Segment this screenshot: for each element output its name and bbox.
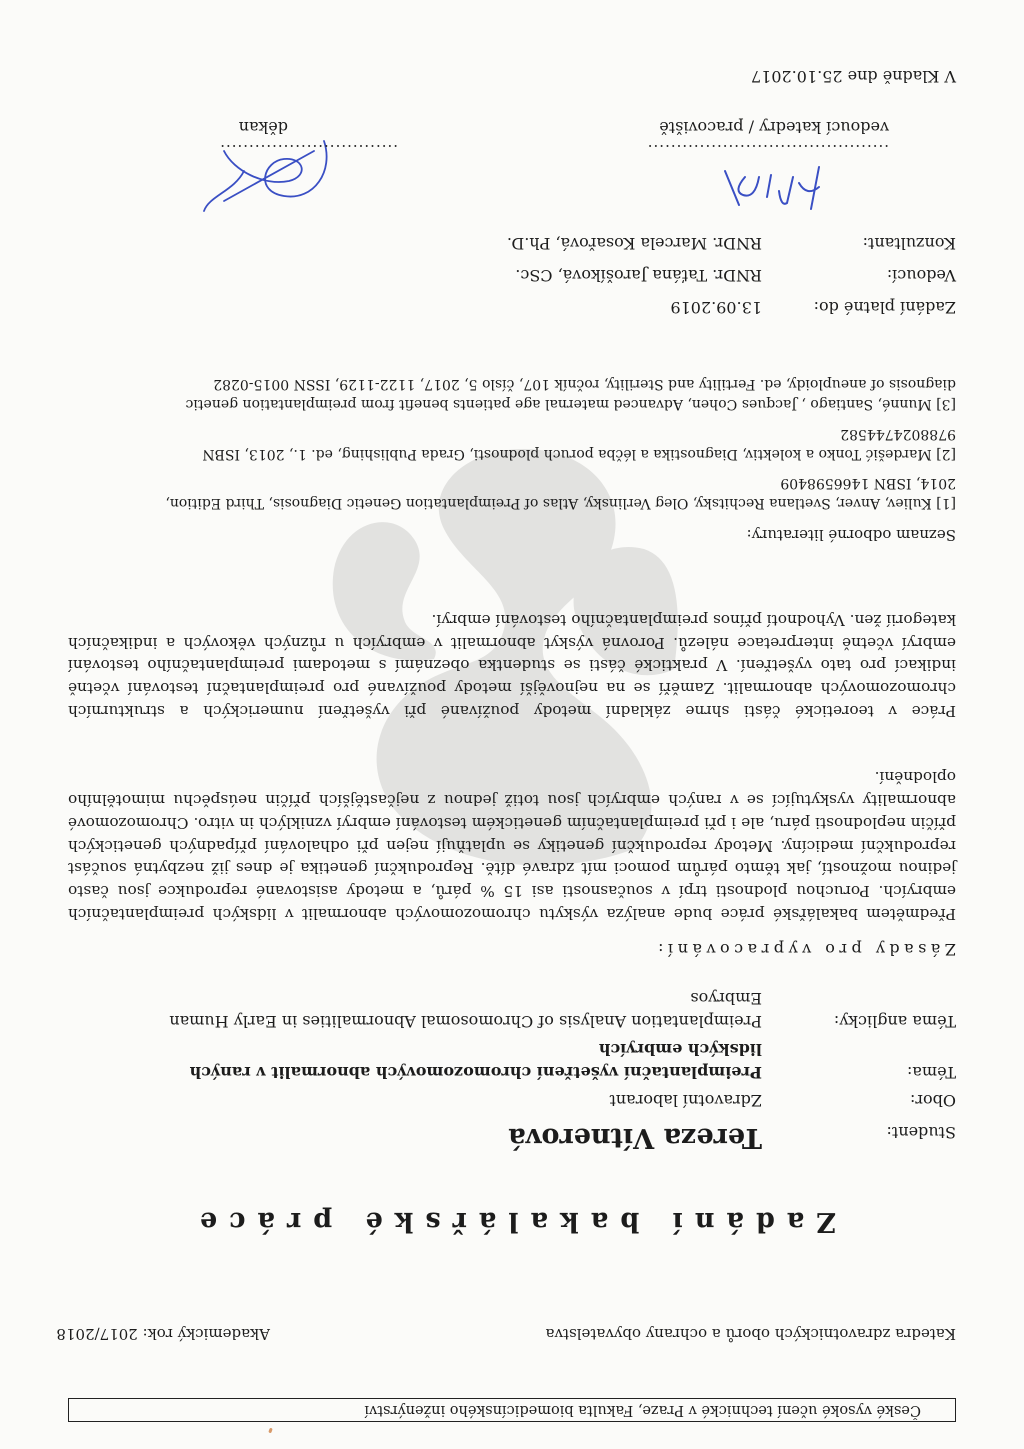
academic-year: Akademický rok: 2017/2018 [56, 1325, 270, 1343]
right-signature-line: ............................... [219, 141, 398, 159]
head-of-department-signature [709, 157, 829, 217]
vedouci-label: Vedoucí: [886, 266, 956, 285]
tema-en-label: Téma anglicky: [833, 1012, 956, 1031]
student-name: Tereza Vítnerová [508, 1122, 762, 1153]
konzultant-label: Konzultant: [862, 234, 956, 253]
document-title: Zadání bakalářské práce [187, 1206, 837, 1237]
paragraph-1: Předmětem bakalářské práce bude analýza výskytu chromozomových abnormalit v lidských preimplantačních embryích. Poruchou plodnosti trpí v současnosti asi 15 % párů, a metody asistované reprodukce jsou často jedinou možností, jak těmto párům pomoci mít zdravé dítě. Reprodukční genetika je dnes již nezbytná součást reprodukční medicíny. Metody reprodukční genetiky se uplatňují nejen při odhalování případných genetických příčin neplodnosti páru, ale i při preimplantačním genetickém testování embryí vzniklých in vitro. Chromozomové abnormality vyskytující se v raných embryích jsou totiž jednou z nejčastějších příčin neúspěchu mimotělního oplodnění. [68, 768, 956, 923]
reference-3-line-1: [3] Munné, Santiago , Jacques Cohen, Advanced maternal age patients benefit from preimplantation genetic [185, 396, 956, 412]
reference-2 [68, 424, 956, 463]
school-header-box [68, 1398, 956, 1422]
paragraph-2: Práce v teoretické části shrne základní metody používané při vyšetření numerických a strukturních chromozomových abnormalit. Zaměří se na nejnovější metody používané pro preimplantační testování včetně indikací pro tato vyšetření. V praktické části se studentka obeznámí s metodami preimplantačního testování embryí včetně interpretace nálezů. Porovná výskyt abnormalit v embryích u různých věkových a indikačních kategorií žen. Vyhodnotí přínos preimplantačního testování embryí. [68, 610, 956, 720]
reference-1-line-2: 2014, ISBN 1466598409 [780, 475, 956, 492]
reference-1 [68, 473, 956, 512]
left-signature-line: .......................................... [646, 141, 889, 159]
right-signature-label: děkan [238, 118, 288, 137]
obor-label: Obor: [909, 1091, 956, 1110]
paper-stain [268, 1428, 273, 1434]
obor-value: Zdravotní laborant [609, 1091, 762, 1110]
reference-2-line-2: 9788024744582 [840, 426, 956, 443]
reference-1-line-1: [1] Kuliev, Anver, Svetlana Rechitsky, Oleg Verlinsky, Atlas of Preimplantation Genetic Diagnosis, Third Edition, [165, 495, 956, 511]
vedouci-value: RNDr. Taťána Jarošíková, CSc. [515, 266, 762, 285]
konzultant-value: RNDr. Marcela Kosařová, Ph.D. [506, 234, 762, 253]
reference-3 [68, 374, 956, 413]
tema-line-1: Preimplantační vyšetření chromozomových abnormalit v raných [189, 1063, 762, 1082]
reference-2-line-1: [2] Mardešić Tonko a kolektiv, Diagnostika a léčba poruch plodnosti, Grada Publishing, ed. 1., 2013, ISBN [202, 446, 956, 462]
tema-label: Téma: [907, 1063, 956, 1082]
zasady-heading: Zásady pro vypracování: [653, 940, 956, 959]
left-signature-label: vedoucí katedry / pracoviště [659, 118, 889, 137]
student-label: Student: [886, 1123, 956, 1142]
tema-en-line-2: Embryos [690, 989, 762, 1008]
tema-line-2: lidských embryích [598, 1040, 762, 1059]
school-name: České vysoké učení technické v Praze, Fakulta biomedicínského inženýrství [364, 1402, 921, 1418]
validity-label: Zadání platné do: [813, 298, 956, 317]
tema-en-line-1: Preimplantation Analysis of Chromosomal Abnormalities in Early Human [169, 1012, 762, 1031]
place-date: V Kladně dne 25.10.2017 [750, 67, 956, 86]
reference-3-line-2: diagnosis of aneuploidy, ed. Fertility and Sterility, ročník 107, číslo 5, 2017, 1122-1129, ISSN 0015-0282 [213, 376, 956, 393]
validity-date: 13.09.2019 [670, 298, 762, 317]
department-name: Katedra zdravotnických oborů a ochrany obyvatelstva [545, 1325, 956, 1343]
literature-heading: Seznam odborné literatury: [746, 526, 956, 544]
